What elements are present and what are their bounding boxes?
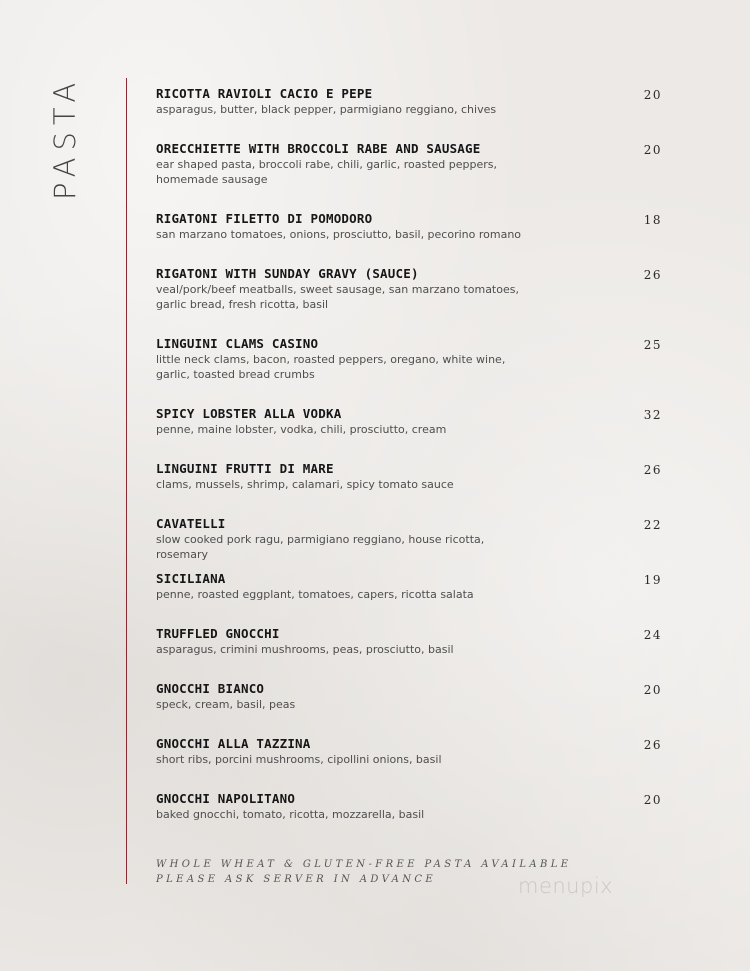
footnote-line-1: WHOLE WHEAT & GLUTEN-FREE PASTA AVAILABLE: [156, 859, 572, 870]
menu-item: [156, 336, 666, 382]
item-price: 26: [643, 738, 662, 752]
menu-item: [156, 211, 666, 242]
item-description: asparagus, crimini mushrooms, peas, prosciutto, basil: [156, 643, 454, 656]
menu-item: [156, 626, 666, 657]
item-price: 26: [643, 268, 662, 282]
item-price: 20: [643, 143, 662, 157]
menu-item: [156, 141, 666, 187]
item-description: baked gnocchi, tomato, ricotta, mozzarella, basil: [156, 808, 425, 821]
item-price: 22: [643, 518, 662, 532]
item-description: clams, mussels, shrimp, calamari, spicy tomato sauce: [156, 478, 454, 491]
menu-item: [156, 736, 666, 767]
watermark: menupix: [518, 874, 614, 898]
item-price: 18: [643, 213, 662, 227]
item-price: 20: [643, 683, 662, 697]
item-description: short ribs, porcini mushrooms, cipollini onions, basil: [156, 753, 442, 766]
item-description: slow cooked pork ragu, parmigiano reggiano, house ricotta, rosemary: [156, 533, 485, 561]
item-description: ear shaped pasta, broccoli rabe, chili, garlic, roasted peppers, homemade sausage: [156, 158, 497, 186]
item-price: 32: [643, 408, 662, 422]
item-description: little neck clams, bacon, roasted peppers, oregano, white wine, garlic, toasted bread crumbs: [156, 353, 506, 381]
section-title: PASTA: [48, 75, 82, 200]
item-description: penne, roasted eggplant, tomatoes, capers, ricotta salata: [156, 588, 474, 601]
item-price: 24: [643, 628, 662, 642]
menu-item: [156, 86, 666, 117]
item-price: 19: [643, 573, 662, 587]
item-price: 20: [643, 88, 662, 102]
item-name: LINGUINI CLAMS CASINO: [156, 336, 319, 351]
menu-item: [156, 461, 666, 492]
item-description: asparagus, butter, black pepper, parmigiano reggiano, chives: [156, 103, 497, 116]
menu-item: [156, 266, 666, 312]
item-name: GNOCCHI ALLA TAZZINA: [156, 736, 311, 751]
menu-item: [156, 571, 666, 602]
item-description: penne, maine lobster, vodka, chili, prosciutto, cream: [156, 423, 447, 436]
item-price: 25: [643, 338, 662, 352]
menu-item: [156, 791, 666, 822]
item-description: veal/pork/beef meatballs, sweet sausage, san marzano tomatoes, garlic bread, fresh ricotta, basil: [156, 283, 519, 311]
vertical-divider: [126, 78, 127, 884]
item-price: 26: [643, 463, 662, 477]
menu-item: [156, 516, 666, 562]
item-price: 20: [643, 793, 662, 807]
menu-item: [156, 681, 666, 712]
item-name: TRUFFLED GNOCCHI: [156, 626, 280, 641]
item-name: RIGATONI FILETTO DI POMODORO: [156, 211, 373, 226]
item-name: SPICY LOBSTER ALLA VODKA: [156, 406, 342, 421]
footnote: [156, 857, 571, 887]
item-name: ORECCHIETTE WITH BROCCOLI RABE AND SAUSAGE: [156, 141, 481, 156]
footnote-line-2: PLEASE ASK SERVER IN ADVANCE: [156, 874, 437, 885]
item-description: speck, cream, basil, peas: [156, 698, 296, 711]
item-name: LINGUINI FRUTTI DI MARE: [156, 461, 334, 476]
item-name: SICILIANA: [156, 571, 226, 586]
item-name: GNOCCHI BIANCO: [156, 681, 265, 696]
item-name: GNOCCHI NAPOLITANO: [156, 791, 296, 806]
item-name: RICOTTA RAVIOLI CACIO E PEPE: [156, 86, 373, 101]
menu-item: [156, 406, 666, 437]
item-description: san marzano tomatoes, onions, prosciutto, basil, pecorino romano: [156, 228, 522, 241]
item-name: RIGATONI WITH SUNDAY GRAVY (SAUCE): [156, 266, 419, 281]
item-name: CAVATELLI: [156, 516, 226, 531]
